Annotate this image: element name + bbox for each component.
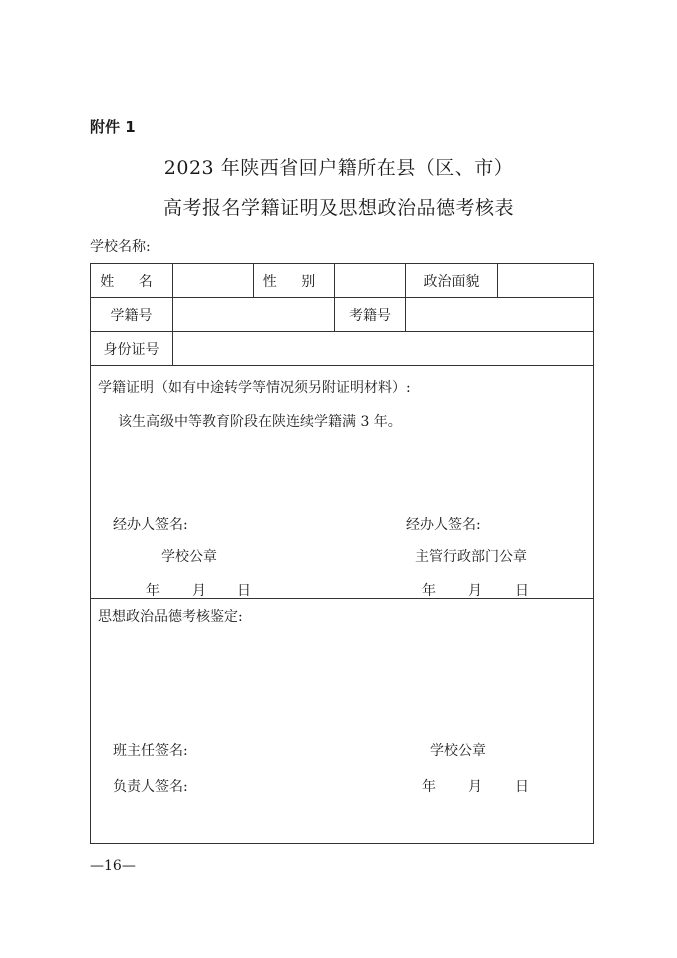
- title-line-1: 2023 年陕西省回户籍所在县（区、市）: [163, 157, 514, 179]
- left-handler-signature: 经办人签名:: [113, 517, 188, 533]
- form-row-enrollment: [91, 366, 594, 599]
- attachment-label: 附件 1: [90, 118, 136, 136]
- gender-value[interactable]: [335, 264, 406, 298]
- enrollment-statement: 该生高级中等教育阶段在陕连续学籍满 3 年。: [118, 414, 402, 430]
- right-month: 月: [468, 583, 482, 599]
- class-teacher-signature: 班主任签名:: [113, 743, 188, 759]
- conduct-heading: 思想政治品德考核鉴定:: [98, 609, 243, 625]
- gender-label: 性 别: [254, 264, 335, 298]
- right-handler-signature: 经办人签名:: [406, 517, 481, 533]
- name-label: 姓 名: [91, 264, 173, 298]
- right-day: 日: [515, 583, 529, 599]
- conduct-year: 年: [422, 779, 436, 795]
- id-number-label: 身份证号: [91, 332, 173, 366]
- conduct-school-seal: 学校公章: [430, 743, 486, 759]
- political-status-label: 政治面貌: [406, 264, 498, 298]
- right-year: 年: [422, 583, 436, 599]
- school-name-label: 学校名称:: [90, 239, 151, 255]
- authority-seal-label: 主管行政部门公章: [415, 549, 527, 565]
- page-number: —16—: [90, 858, 136, 874]
- conduct-month: 月: [468, 779, 482, 795]
- form-row-conduct: [91, 599, 594, 844]
- student-number-value[interactable]: [173, 298, 335, 332]
- school-seal-label: 学校公章: [161, 549, 217, 565]
- enrollment-heading: 学籍证明（如有中途转学等情况须另附证明材料）:: [98, 380, 411, 396]
- conduct-assessment-section: [91, 599, 593, 843]
- left-day: 日: [237, 583, 251, 599]
- title-line-2: 高考报名学籍证明及思想政治品德考核表: [162, 197, 514, 219]
- form-row-id: [91, 332, 594, 366]
- exam-number-value[interactable]: [406, 298, 594, 332]
- student-number-label: 学籍号: [91, 298, 173, 332]
- verification-form-table: [90, 263, 594, 844]
- form-row-registration: [91, 298, 594, 332]
- id-number-value[interactable]: [173, 332, 594, 366]
- principal-signature: 负责人签名:: [113, 779, 188, 795]
- exam-number-label: 考籍号: [335, 298, 406, 332]
- name-value[interactable]: [173, 264, 254, 298]
- left-month: 月: [192, 583, 206, 599]
- enrollment-proof-section: [91, 366, 593, 598]
- left-year: 年: [146, 583, 160, 599]
- political-status-value[interactable]: [498, 264, 594, 298]
- form-row-basic-info: [91, 264, 594, 298]
- conduct-day: 日: [515, 779, 529, 795]
